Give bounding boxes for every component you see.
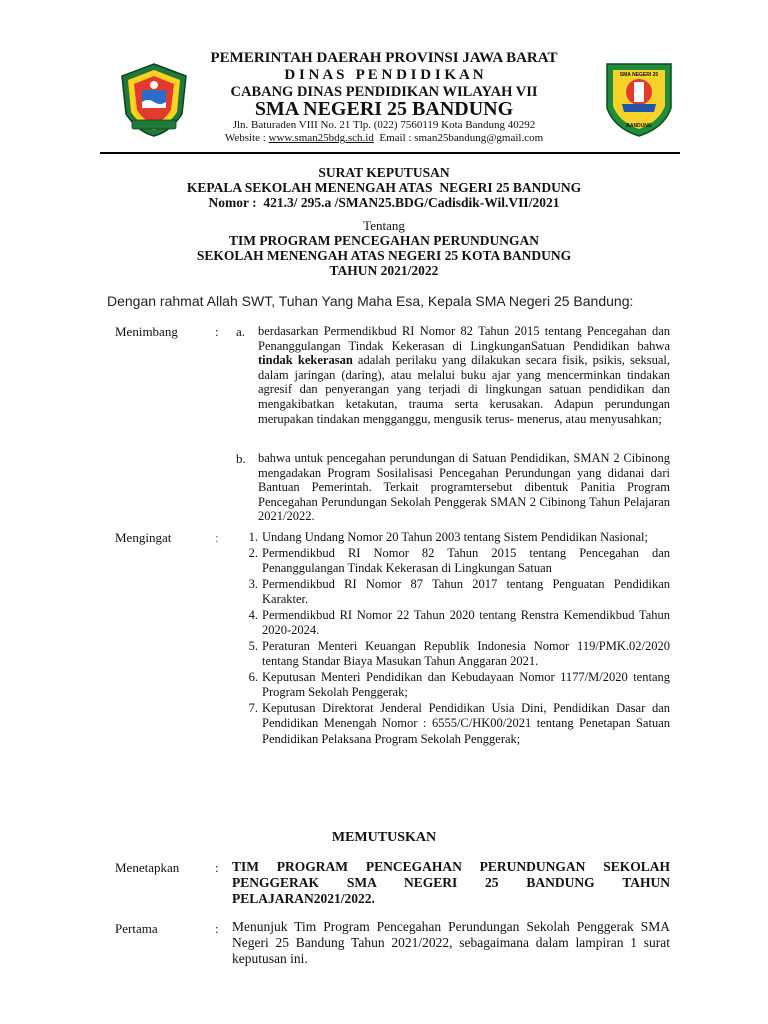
menetapkan-text: TIM PROGRAM PENCEGAHAN PERUNDUNGAN SEKOLAH PENGGERAK SMA NEGERI 25 BANDUNG TAHUN PELAJARAN2021/2022. bbox=[232, 859, 670, 906]
menimbang-label: Menimbang bbox=[115, 324, 178, 339]
header-address: Jln. Baturaden VIII No. 21 Tlp. (022) 7560119 Kota Bandung 40292 bbox=[232, 119, 536, 131]
pertama-colon: : bbox=[215, 921, 219, 936]
decree-number: Nomor : 421.3/ 295.a /SMAN25.BDG/Cadisdik-Wil.VII/2021 bbox=[208, 195, 560, 210]
list-item: 6. Keputusan Menteri Pendidikan dan Kebudayaan Nomor 1177/M/2020 tentang Program Sekolah Penggerak; bbox=[248, 669, 670, 699]
emblem-bottom-text: BANDUNG bbox=[626, 123, 652, 129]
emblem-top-text: SMA NEGERI 25 bbox=[619, 72, 659, 78]
list-item: 3. Permendikbud RI Nomor 87 Tahun 2017 tentang Penguatan Pendidikan Karakter. bbox=[248, 576, 670, 606]
email-text: Email : sman25bandung@gmail.com bbox=[373, 132, 544, 144]
menimbang-a-marker: a. bbox=[236, 324, 246, 339]
mengingat-colon: : bbox=[215, 530, 219, 545]
header-government: PEMERINTAH DAERAH PROVINSI JAWA BARAT bbox=[210, 50, 558, 66]
menetapkan-colon: : bbox=[215, 860, 219, 875]
header-agency: D I N A S P E N D I D I K A N bbox=[284, 67, 484, 83]
list-item: 4. Permendikbud RI Nomor 22 Tahun 2020 tentang Renstra Kemendikbud Tahun 2020-2024. bbox=[248, 607, 670, 637]
legal-basis-list bbox=[236, 530, 670, 747]
menimbang-b-marker: b. bbox=[236, 451, 246, 466]
decree-subject-3: TAHUN 2021/2022 bbox=[329, 263, 439, 278]
decree-subject-1: TIM PROGRAM PENCEGAHAN PERUNDUNGAN bbox=[228, 233, 540, 248]
header-school-name: SMA NEGERI 25 BANDUNG bbox=[254, 98, 514, 120]
list-item: 7. Keputusan Direktorat Jenderal Pendidikan Usia Dini, Pendidikan Dasar dan Pendidikan Menengah Nomor : 6555/C/HK00/2021 tentang Penetapan Satuan Pendidikan Pelaksana Program Sekolah Penggerak; bbox=[248, 700, 670, 746]
pertama-label: Pertama bbox=[115, 921, 158, 936]
header-branch: CABANG DINAS PENDIDIKAN WILAYAH VII bbox=[230, 84, 538, 100]
menimbang-colon: : bbox=[215, 324, 219, 339]
decree-title: SURAT KEPUTUSAN bbox=[318, 165, 450, 180]
menimbang-b-text: bahwa untuk pencegahan perundungan di Satuan Pendidikan, SMAN 2 Cibinong mengadakan Program Sosilalisasi Pencegahan Perundungan yang didanai dari Bantuan Pemerintah. Terkait programtersebut dibentuk Panitia Program Pencegahan Perundungan Sekolah Penggerak SMAN 2 Cibinong Tahun Pelajaran 2021/2022. bbox=[258, 451, 670, 524]
menimbang-a-text: berdasarkan Permendikbud RI Nomor 82 Tahun 2015 tentang Pencegahan dan Penanggulangan Tindak Kekerasan di LingkunganSatuan Pendidikan bahwa tindak kekerasan adalah perilaku yang dilakukan secara fisik, psikis, seksual, dalam jaringan (daring), atau melalui buku ajar yang mencerminkan tindakan agresif dan penyerangan yang terjadi di lingkungan satuan pendidikan dan mengakibatkan ketakutan, trauma serta kerusakan. Adapun perundungan merupakan tindakan mengganggu, mengusik terus- menerus, atau menyusahkan; bbox=[258, 324, 670, 426]
list-item: 5. Peraturan Menteri Keuangan Republik Indonesia Nomor 119/PMK.02/2020 tentang Standar Biaya Masukan Tahun Anggaran 2021. bbox=[248, 638, 670, 668]
decision-heading: MEMUTUSKAN bbox=[331, 830, 437, 845]
letterhead-rule bbox=[100, 152, 680, 154]
header-contact bbox=[0, 132, 768, 144]
website-label: Website : bbox=[224, 132, 269, 144]
intro-sentence: Dengan rahmat Allah SWT, Tuhan Yang Maha Esa, Kepala SMA Negeri 25 Bandung: bbox=[107, 293, 634, 309]
decree-about-label: Tentang bbox=[363, 218, 405, 233]
mengingat-label: Mengingat bbox=[115, 530, 172, 545]
menetapkan-label: Menetapkan bbox=[115, 860, 180, 875]
bold-term: tindak kekerasan bbox=[258, 353, 353, 368]
decree-subject-2: SEKOLAH MENENGAH ATAS NEGERI 25 KOTA BANDUNG bbox=[196, 248, 572, 263]
list-item: 1. Undang Undang Nomor 20 Tahun 2003 tentang Sistem Pendidikan Nasional; bbox=[248, 530, 648, 544]
decree-issuer: KEPALA SEKOLAH MENENGAH ATAS NEGERI 25 BANDUNG bbox=[186, 180, 582, 195]
list-item: 2. Permendikbud RI Nomor 82 Tahun 2015 tentang Pencegahan dan Penanggulangan Tindak Kekerasan di Lingkungan Satuan bbox=[248, 545, 670, 575]
website-link[interactable]: www.sman25bdg.sch.id bbox=[268, 132, 374, 144]
pertama-text: Menunjuk Tim Program Pencegahan Perundungan Sekolah Penggerak SMA Negeri 25 Bandung Tahun 2021/2022, sebagaimana dalam lampiran 1 surat keputusan ini. bbox=[232, 919, 670, 966]
